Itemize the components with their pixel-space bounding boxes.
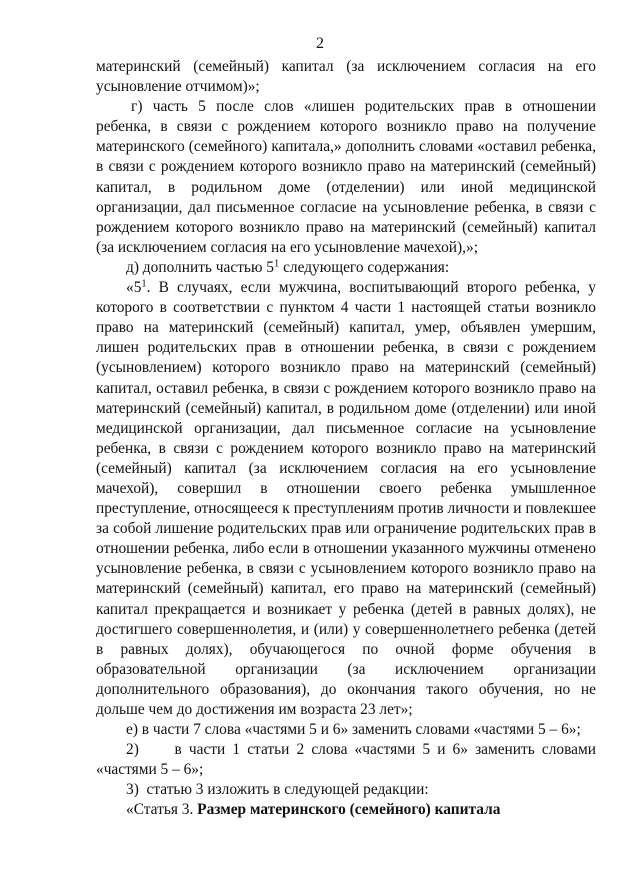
text-fragment: . В случаях, если мужчина, воспитывающий второго ребенка, у которого в соответствии с пунктом 4 части 1 настоящей статьи возникло право на материнский (семейный) капитал, умер, объявлен умершим, лишен родительских прав в отношении ребенка, в связи с рождением (усыновлением) которого возникло право на материнский (семейный) капитал, оставил ребенка, в связи с рождением которого возникло право на материнский (семейный) капитал, в родильном доме (отделении) или иной медицинской организации, дал письменное согласие на усыновление ребенка, в связи с рождением которого возникло право на материнский (семейный) капитал (за исключением согласия на его усыновление мачехой), совершил в отношении своего ребенка умышленное преступление, относящееся к преступлениям против личности и повлекшее за собой лишение родительских прав или ограничение родительских прав в отношении ребенка, либо если в отношении указанного мужчины отменено усыновление ребенка, в связи с усыновлением которого возникло право на материнский (семейный) капитал, его право на материнский (семейный) капитал прекращается и возникает у ребенка (детей в равных долях), не достигшего совершеннолетия, и (или) у совершеннолетнего ребенка (детей в равных долях), обучающегося по очной форме обучения в образовательной организации (за исключением организации дополнительного образования), до окончания такого обучения, но не дольше чем до достижения им возраста 23 лет»; [96,279,596,718]
paragraph-item-2: 2) в части 1 статьи 2 слова «частями 5 и 6» заменить словами «частями 5 – 6»; [96,741,596,779]
paragraph-item-e: е) в части 7 слова «частями 5 и 6» заменить словами «частями 5 – 6»; [126,721,581,739]
text-fragment: следующего содержания: [279,258,450,276]
superscript: 1 [274,258,280,270]
superscript: 1 [141,278,147,290]
paragraph-item-3: 3) статью 3 изложить в следующей редакции: [126,781,429,799]
article-title: Размер материнского (семейного) капитала [197,801,501,819]
article-3-heading [96,800,596,820]
text-fragment: д) дополнить частью 5 [126,258,274,276]
article-label: «Статья 3. [126,801,198,819]
paragraph-item-d [96,258,596,278]
text-fragment: «5 [126,279,142,297]
paragraph-part-5-1 [96,278,596,720]
document-body [96,57,596,821]
page-number: 2 [316,35,324,52]
paragraph-item-g: г) часть 5 после слов «лишен родительских прав в отношении ребенка, в связи с рождением которого возникло право на получение материнского (семейного) капитала,» дополнить словами «оставил ребенка, в связи с рождением которого возникло право на материнский (семейный) капитал, в родильном доме (отделении) или иной медицинской организации, дал письменное согласие на усыновление ребенка, в связи с рождением которого возникло право на материнский (семейный) капитал (за исключением согласия на его усыновление мачехой),»; [96,98,596,256]
paragraph-continuation: материнский (семейный) капитал (за исключением согласия на его усыновление отчимом)»; [96,58,596,96]
